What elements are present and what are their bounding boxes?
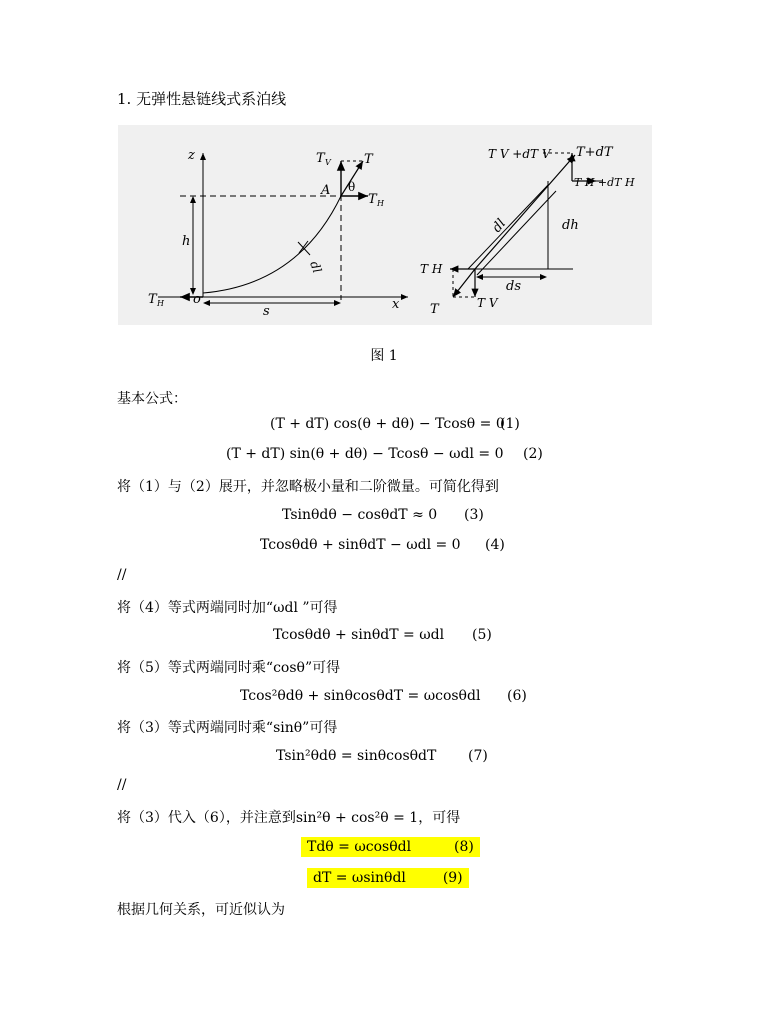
th-top-label: T	[368, 192, 377, 207]
tv-dtv-label: T V +dT V	[488, 147, 551, 161]
equation-4: Tcosθdθ + sinθdT − ωdl = 0	[260, 537, 461, 553]
catenary-diagram	[118, 125, 652, 325]
equation-1: (T + dT) cos(θ + dθ) − Tcosθ = 0	[270, 416, 505, 432]
t-label: T	[364, 152, 373, 167]
t-r-label: T	[430, 302, 439, 317]
th-r-label: T H	[420, 262, 443, 276]
equation-5-number: (5)	[472, 627, 492, 643]
equation-5: Tcosθdθ + sinθdT = ωdl	[273, 627, 445, 643]
equation-1-number: (1)	[500, 416, 520, 432]
svg-text:H: H	[157, 299, 164, 308]
h-label: h	[182, 234, 191, 249]
geometry-text: 根据几何关系，可近似认为	[117, 902, 285, 918]
catenary-figure	[118, 125, 652, 325]
multiply-sin-text: 将（3）等式两端同时乘“sinθ”可得	[117, 720, 338, 736]
equation-9-number: (9)	[442, 870, 463, 886]
th-left-label: T	[148, 292, 157, 307]
theta-label: θ	[348, 180, 356, 194]
equation-7-number: (7)	[468, 748, 488, 764]
o-label: o	[193, 292, 201, 307]
x-label: x	[392, 297, 400, 312]
dh-label: dh	[562, 218, 579, 233]
t-dt-arrow	[475, 155, 575, 269]
t-arrow-r	[453, 269, 475, 297]
t-dt-label: T+dT	[576, 145, 613, 160]
z-label: z	[188, 148, 195, 163]
equation-9: dT = ωsinθdl	[313, 870, 406, 886]
equation-3: Tsinθdθ − cosθdT ≈ 0	[282, 507, 438, 523]
figure-caption: 图 1	[370, 348, 398, 364]
expand-text: 将（1）与（2）展开，并忽略极小量和二阶微量。可简化得到	[117, 479, 499, 495]
dl-label: dl	[307, 259, 325, 275]
dl-r-label: dl	[489, 216, 510, 236]
catenary-curve	[203, 196, 341, 293]
tv-r-label: T V	[477, 296, 498, 310]
equation-6-number: (6)	[507, 688, 527, 704]
section-heading: 1. 无弹性悬链线式系泊线	[117, 90, 287, 108]
s-label: s	[263, 304, 270, 319]
equation-7: Tsin²θdθ = sinθcosθdT	[276, 748, 437, 764]
substitute-text: 将（3）代入（6），并注意到sin²θ + cos²θ = 1，可得	[117, 810, 461, 826]
multiply-cos-text: 将（5）等式两端同时乘“cosθ”可得	[117, 660, 341, 676]
ds-label: ds	[506, 279, 521, 294]
equation-4-number: (4)	[485, 537, 505, 553]
separator-1: //	[117, 567, 127, 583]
equation-8: Tdθ = ωcosθdl	[307, 839, 412, 855]
th-dth-label: T H +dT H	[574, 176, 635, 189]
dl-line-2	[477, 191, 556, 275]
equation-8-number: (8)	[454, 839, 474, 855]
tv-label: T	[316, 151, 325, 166]
separator-2: //	[117, 777, 127, 793]
svg-text:H: H	[377, 199, 384, 208]
equation-2-number: (2)	[523, 446, 543, 462]
equation-9-highlight	[307, 868, 469, 888]
equation-3-number: (3)	[464, 507, 484, 523]
a-label: A	[321, 183, 331, 198]
equation-6: Tcos²θdθ + sinθcosθdT = ωcosθdl	[240, 688, 481, 704]
basic-formula-text: 基本公式：	[117, 391, 187, 407]
svg-text:V: V	[325, 158, 331, 167]
equation-8-highlight	[301, 837, 480, 857]
equation-2: (T + dT) sin(θ + dθ) − Tcosθ − ωdl = 0	[226, 446, 504, 462]
add-text: 将（4）等式两端同时加“ωdl ”可得	[117, 600, 338, 616]
